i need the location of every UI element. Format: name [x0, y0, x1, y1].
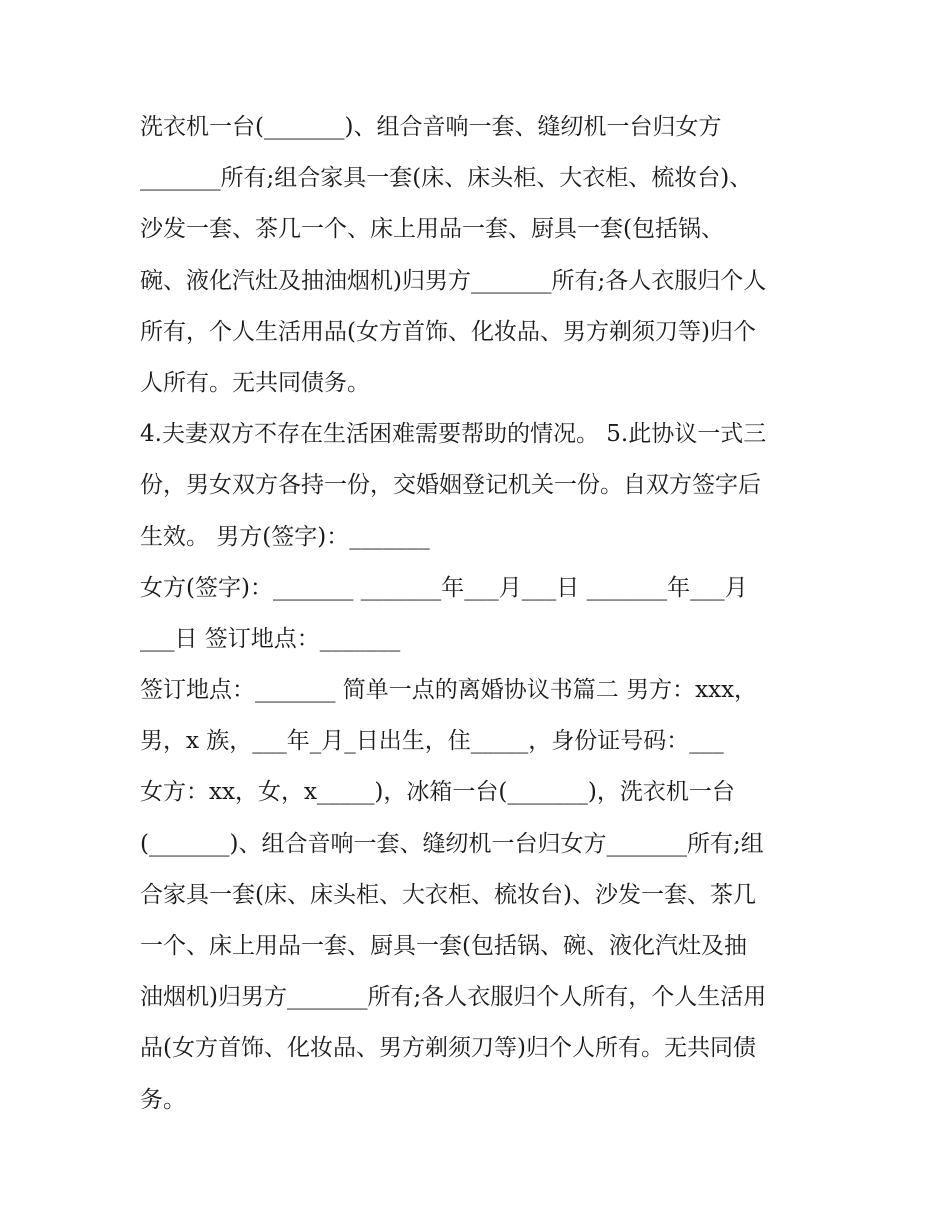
text-line: 生效。 男方(签字)：_______: [140, 523, 430, 550]
text-line: _______所有;组合家具一套(床、床头柜、大衣柜、梳妆台)、: [140, 165, 753, 192]
text-line: 务。: [140, 1086, 186, 1113]
text-line: 油烟机)归男方_______所有;各人衣服归个人所有，个人生活用: [140, 984, 767, 1011]
text-line: 签订地点：_______ 简单一点的离婚协议书篇二 男方：xxx，: [140, 677, 758, 704]
text-line: 份，男女双方各持一份，交婚姻登记机关一份。自双方签字后: [140, 472, 761, 499]
text-line: 沙发一套、茶几一个、床上用品一套、厨具一套(包括锅、: [140, 216, 724, 243]
text-line: 女方：xx，女，x_____)，冰箱一台(_______)，洗衣机一台: [140, 779, 735, 806]
text-line: (_______)、组合音响一套、缝纫机一台归女方_______所有;组: [140, 830, 764, 857]
text-line: 4.夫妻双方不存在生活困难需要帮助的情况。 5.此协议一式三: [140, 421, 767, 448]
text-line: 碗、液化汽灶及抽油烟机)归男方_______所有;各人衣服归个人: [140, 267, 767, 294]
text-line: 一个、床上用品一套、厨具一套(包括锅、碗、液化汽灶及抽: [140, 933, 747, 959]
text-line: 品(女方首饰、化妆品、男方剃须刀等)归个人所有。无共同债: [140, 1035, 756, 1062]
text-line: 所有，个人生活用品(女方首饰、化妆品、男方剃须刀等)归个: [140, 318, 756, 345]
text-line: 女方(签字)：_______ _______年___月___日 _______年___月: [140, 574, 748, 601]
text-line: 男，x 族，___年_月_日出生，住_____，身份证号码：___: [140, 728, 724, 755]
document-body: [140, 102, 820, 1126]
text-line: 洗衣机一台(_______)、组合音响一套、缝纫机一台归女方: [140, 114, 722, 140]
text-line: 人所有。无共同债务。: [140, 369, 370, 396]
text-line: ___日 签订地点：_______: [140, 625, 401, 652]
text-line: 合家具一套(床、床头柜、大衣柜、梳妆台)、沙发一套、茶几: [140, 881, 756, 908]
